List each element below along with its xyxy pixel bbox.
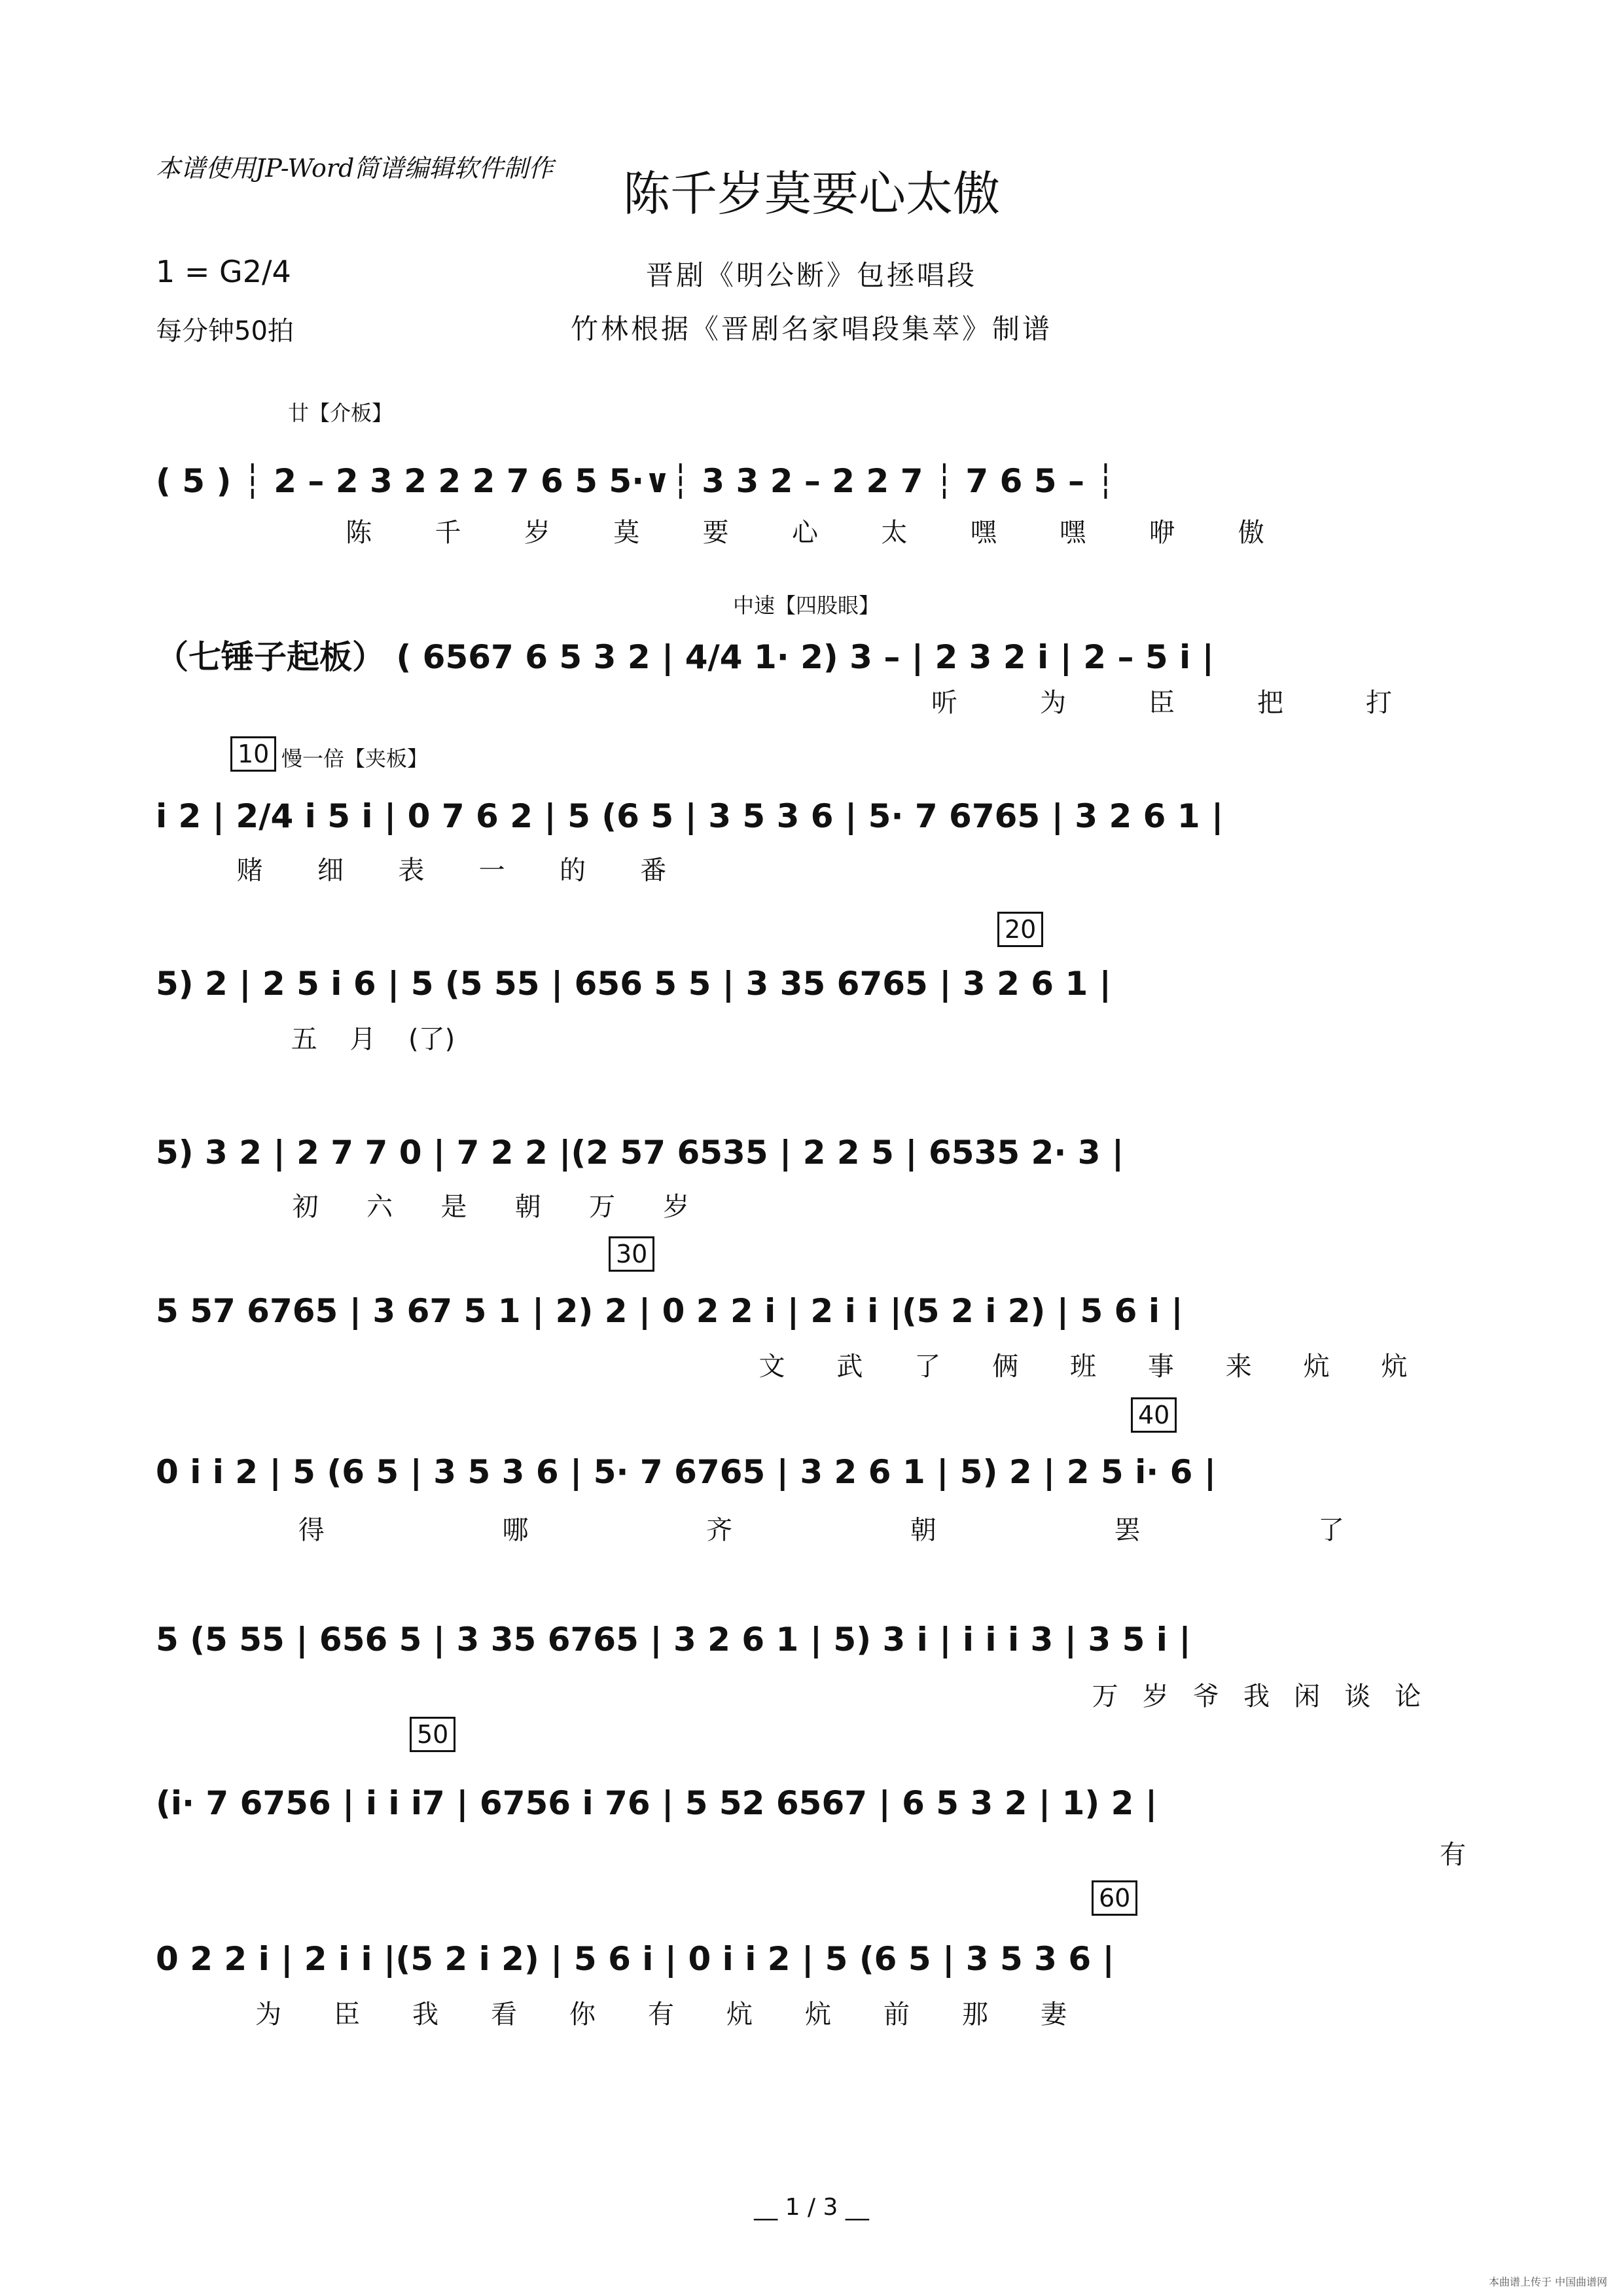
credit-line: 本谱使用JP-Word简谱编辑软件制作: [156, 154, 554, 183]
page-title: 陈千岁莫要心太傲: [622, 166, 1000, 221]
lyric: 赌: [236, 855, 263, 886]
lyric: 傲: [1238, 518, 1264, 548]
lyric: 炕: [805, 2000, 831, 2030]
lyric: 六: [366, 1192, 393, 1222]
lyric: 岁: [524, 518, 550, 548]
notation-row: i 2 | 2/4 i 5 i | 0 7 6 2 | 5 (6 5 | 3 5 3 6 | 5· 7 6765 | 3 2 6 1 |: [156, 797, 1224, 835]
measure-number: 10: [230, 736, 276, 772]
lyric: 朝: [910, 1515, 936, 1545]
lyric: 齐: [706, 1515, 733, 1545]
lyrics-row: [851, 682, 1472, 719]
notation-row: 0 i i 2 | 5 (6 5 | 3 5 3 6 | 5· 7 6765 | 3 2 6 1 | 5) 2 | 2 5 i· 6 |: [156, 1453, 1217, 1491]
lyric: 月: [349, 1024, 376, 1054]
lyric: 是: [440, 1192, 467, 1222]
lyric: 论: [1395, 1681, 1421, 1712]
lyrics-row: [229, 1186, 753, 1223]
lyric: 听: [931, 688, 957, 718]
lyric: 万: [588, 1192, 615, 1222]
lyrics-row: [1400, 1834, 1479, 1871]
lyric: 千: [435, 518, 461, 548]
lyric: 爷: [1192, 1681, 1219, 1712]
lyric: 陈: [346, 518, 372, 548]
lyric: 万: [1092, 1681, 1118, 1712]
lyric: 为: [255, 2000, 281, 2030]
page-number: __ 1 / 3 __: [754, 2194, 869, 2221]
lyric: 番: [640, 855, 667, 886]
lyric: 细: [317, 855, 344, 886]
notation-row: 5) 3 2 | 2 7 7 0 | 7 2 2 |(2 57 6535 | 2 2 5 | 6535 2· 3 |: [156, 1134, 1124, 1172]
measure-number: 20: [997, 912, 1043, 947]
lyric: 闲: [1294, 1681, 1321, 1712]
notation-row: ( 5 ) ┆ 2 – 2 3 2 2 2 7 6 5 5·∨┆ 3 3 2 – 2 2 7 ┆ 7 6 5 – ┆: [156, 462, 1116, 500]
measure-number: 30: [609, 1236, 654, 1272]
notation-row: 0 2 2 i | 2 i i |(5 2 i 2) | 5 6 i | 0 i i 2 | 5 (6 5 | 3 5 3 6 |: [156, 1940, 1115, 1978]
lyric: 的: [559, 855, 586, 886]
lyric: 来: [1225, 1352, 1252, 1382]
lyric: 岁: [663, 1192, 690, 1222]
measure-number-box: [1131, 1401, 1177, 1429]
tempo-marking: 每分钟50拍: [156, 316, 294, 346]
lyric: 了: [1318, 1515, 1345, 1545]
lyric: 得: [298, 1515, 325, 1545]
lyric: 前: [883, 2000, 910, 2030]
lyrics-row: [170, 850, 733, 887]
key-signature: 1 = G2/4: [156, 254, 291, 289]
measure-number-box: [410, 1720, 455, 1749]
lyric: 打: [1366, 688, 1392, 718]
measure-number: 40: [1131, 1397, 1177, 1433]
lyric: 武: [836, 1352, 863, 1382]
lyric: 谈: [1344, 1681, 1371, 1712]
lyrics-row: [170, 1509, 1472, 1547]
measure-number-box: [997, 915, 1043, 944]
lyric: 妻: [1041, 2000, 1067, 2030]
lyric: 文: [758, 1352, 785, 1382]
notation-row: 5 (5 55 | 656 5 | 3 35 6765 | 3 2 6 1 | 5) 3 i | i i i 3 | 3 5 i |: [156, 1621, 1191, 1659]
lyric: 班: [1069, 1352, 1096, 1382]
lyric: 了: [914, 1352, 941, 1382]
measure-number-box: [1092, 1884, 1137, 1912]
lyric: 罢: [1114, 1515, 1141, 1545]
measure-number: 50: [410, 1717, 455, 1752]
lyric: 我: [412, 2000, 438, 2030]
lyrics-row: [236, 1018, 510, 1056]
measure-number-box: [609, 1240, 654, 1268]
measure-number-box: [230, 740, 276, 768]
section-mark: 中速【四股眼】: [733, 593, 880, 618]
lyric: 岁: [1142, 1681, 1169, 1712]
notation-row: (i· 7 6756 | i i i7 | 6756 i 76 | 5 52 6567 | 6 5 3 2 | 1) 2 |: [156, 1784, 1158, 1822]
section-mark: 慢一倍【夹板】: [281, 746, 429, 771]
lyric: 朝: [514, 1192, 541, 1222]
lyric: 把: [1257, 688, 1283, 718]
lyric: 臣: [334, 2000, 360, 2030]
lyric: 炕: [726, 2000, 753, 2030]
notation-row: 5) 2 | 2 5 i 6 | 5 (5 55 | 656 5 5 | 3 35 6765 | 3 2 6 1 |: [156, 965, 1111, 1003]
lyric: 那: [962, 2000, 988, 2030]
lyric: 表: [398, 855, 425, 886]
notation-row: 5 57 6765 | 3 67 5 1 | 2) 2 | 0 2 2 i | 2 i i |(5 2 i 2) | 5 6 i |: [156, 1292, 1183, 1330]
lyrics-row: [1041, 1676, 1472, 1713]
notation-row: （七锤子起板） ( 6567 6 5 3 2 | 4/4 1· 2) 3 – | 2 3 2 i | 2 – 5 i |: [156, 638, 1214, 676]
lyric: 有: [648, 2000, 674, 2030]
lyric: 你: [569, 2000, 596, 2030]
lyrics-row: [190, 1994, 1132, 2031]
lyric: 咿: [1149, 518, 1175, 548]
lyric: 要: [702, 518, 729, 548]
lyric: 事: [1147, 1352, 1174, 1382]
lyrics-row: [275, 512, 1335, 549]
lyric: 为: [1040, 688, 1066, 718]
lyrics-row: [694, 1346, 1472, 1383]
lyric: 心: [791, 518, 818, 548]
lyric: 我: [1243, 1681, 1270, 1712]
lyric: 嘿: [970, 518, 997, 548]
subtitle-opera: 晋剧《明公断》包拯唱段: [645, 259, 977, 291]
lyric: 有: [1440, 1840, 1466, 1870]
lyric: (了): [408, 1024, 455, 1054]
measure-number: 60: [1092, 1880, 1137, 1916]
lyric: 臣: [1149, 688, 1175, 718]
lyric: 俩: [992, 1352, 1019, 1382]
lyric: 看: [491, 2000, 517, 2030]
lyric: 莫: [613, 518, 640, 548]
lyric: 炕: [1303, 1352, 1330, 1382]
lyric: 炕: [1381, 1352, 1408, 1382]
subtitle-source: 竹林根据《晋剧名家唱段集萃》制谱: [570, 313, 1052, 345]
lyric: 一: [478, 855, 505, 886]
lyric: 嘿: [1060, 518, 1086, 548]
lyric: 太: [881, 518, 908, 548]
upload-watermark: 本曲谱上传于 中国曲谱网: [1488, 2276, 1607, 2288]
lyric: 五: [291, 1024, 317, 1054]
lyric: 哪: [502, 1515, 529, 1545]
lyric: 初: [292, 1192, 319, 1222]
section-mark: 廿【介板】: [288, 401, 393, 425]
